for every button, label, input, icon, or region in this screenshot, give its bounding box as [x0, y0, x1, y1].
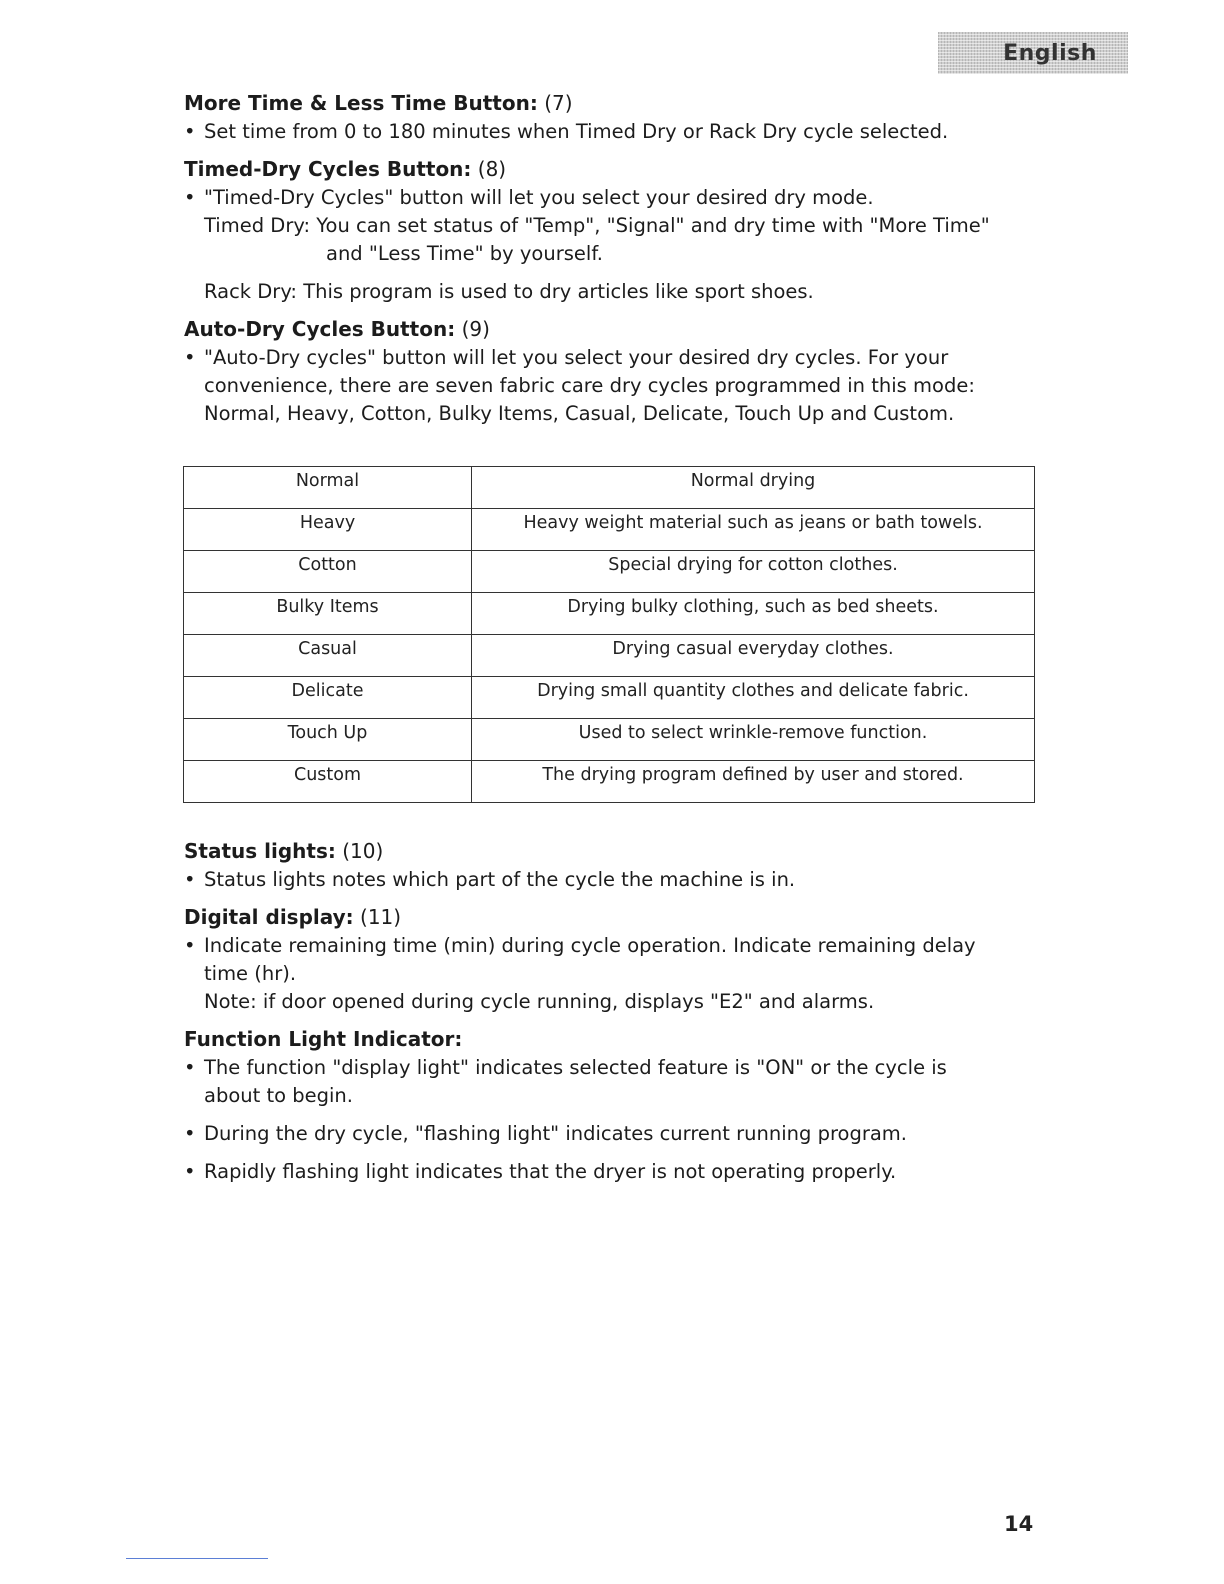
bullet-icon: •	[184, 1122, 196, 1145]
section-heading	[184, 1024, 1044, 1054]
heading-title: Digital display:	[184, 905, 354, 929]
cycles-table	[183, 466, 1035, 803]
heading-title: Status lights:	[184, 839, 336, 863]
manual-content	[184, 88, 1044, 428]
bullet-text: "Auto-Dry cycles" button will let you select your desired dry cycles. For your	[204, 346, 949, 369]
cycle-description: Drying small quantity clothes and delicate fabric.	[472, 677, 1035, 719]
bullet-text-cont: about to begin.	[204, 1084, 353, 1107]
table-row	[184, 677, 1035, 719]
table-row	[184, 467, 1035, 509]
heading-number: (10)	[342, 839, 384, 863]
heading-number: (11)	[360, 905, 402, 929]
section-heading	[184, 88, 1044, 118]
bullet-icon: •	[184, 186, 196, 209]
display-note: Note: if door opened during cycle running, displays "E2" and alarms.	[204, 990, 875, 1013]
bullet-item	[184, 866, 1044, 894]
bullet-item	[184, 1158, 1044, 1186]
section-digital-display	[184, 902, 1044, 1016]
language-label: English	[1003, 40, 1097, 66]
table-row	[184, 719, 1035, 761]
language-tab	[938, 32, 1128, 74]
bullet-item	[184, 1054, 1044, 1082]
bullet-icon: •	[184, 868, 196, 891]
bullet-item	[184, 932, 1044, 960]
bullet-icon: •	[184, 1160, 196, 1183]
heading-title: Auto-Dry Cycles Button:	[184, 317, 456, 341]
timed-dry-description-cont: and "Less Time" by yourself.	[326, 242, 603, 265]
bullet-item	[184, 184, 1044, 212]
cycle-name: Casual	[184, 635, 472, 677]
heading-title: More Time & Less Time Button:	[184, 91, 538, 115]
bullet-icon: •	[184, 120, 196, 143]
footer-rule	[126, 1558, 268, 1559]
bullet-icon: •	[184, 346, 196, 369]
cycle-name: Touch Up	[184, 719, 472, 761]
table-row	[184, 509, 1035, 551]
section-timed-dry	[184, 154, 1044, 306]
cycle-description: Heavy weight material such as jeans or bath towels.	[472, 509, 1035, 551]
section-heading	[184, 154, 1044, 184]
cycle-name: Custom	[184, 761, 472, 803]
manual-content-lower	[184, 836, 1044, 1186]
heading-number: (9)	[461, 317, 490, 341]
heading-number: (8)	[477, 157, 507, 181]
section-more-less-time	[184, 88, 1044, 146]
bullet-text: Indicate remaining time (min) during cycle operation. Indicate remaining delay	[204, 934, 976, 957]
table-row	[184, 551, 1035, 593]
bullet-text: During the dry cycle, "flashing light" indicates current running program.	[204, 1122, 907, 1145]
heading-title: Timed-Dry Cycles Button:	[184, 157, 472, 181]
cycle-description: Drying casual everyday clothes.	[472, 635, 1035, 677]
bullet-text: Status lights notes which part of the cycle the machine is in.	[204, 868, 796, 891]
bullet-text-cont: time (hr).	[204, 962, 297, 985]
cycle-name: Bulky Items	[184, 593, 472, 635]
heading-title: Function Light Indicator:	[184, 1027, 463, 1051]
heading-number: (7)	[544, 91, 573, 115]
table-row	[184, 635, 1035, 677]
cycle-description: The drying program defined by user and stored.	[472, 761, 1035, 803]
bullet-text: "Timed-Dry Cycles" button will let you select your desired dry mode.	[204, 186, 874, 209]
bullet-text: Rapidly flashing light indicates that the dryer is not operating properly.	[204, 1160, 897, 1183]
table-row	[184, 593, 1035, 635]
cycle-description: Special drying for cotton clothes.	[472, 551, 1035, 593]
cycle-name: Delicate	[184, 677, 472, 719]
bullet-text: Set time from 0 to 180 minutes when Timed Dry or Rack Dry cycle selected.	[204, 120, 949, 143]
section-auto-dry	[184, 314, 1044, 428]
page-number: 14	[1004, 1512, 1034, 1536]
cycle-name: Heavy	[184, 509, 472, 551]
section-status-lights	[184, 836, 1044, 894]
bullet-icon: •	[184, 934, 196, 957]
bullet-text: The function "display light" indicates selected feature is "ON" or the cycle is	[204, 1056, 947, 1079]
bullet-text-cont: convenience, there are seven fabric care dry cycles programmed in this mode:	[204, 374, 975, 397]
bullet-item	[184, 1120, 1044, 1148]
section-function-light	[184, 1024, 1044, 1186]
bullet-item	[184, 118, 1044, 146]
section-heading	[184, 902, 1044, 932]
rack-dry-description: Rack Dry: This program is used to dry articles like sport shoes.	[204, 280, 814, 303]
cycle-name: Normal	[184, 467, 472, 509]
cycle-name: Cotton	[184, 551, 472, 593]
section-heading	[184, 836, 1044, 866]
cycle-description: Used to select wrinkle-remove function.	[472, 719, 1035, 761]
table-row	[184, 761, 1035, 803]
cycle-description: Normal drying	[472, 467, 1035, 509]
timed-dry-description: Timed Dry: You can set status of "Temp", "Signal" and dry time with "More Time"	[204, 214, 990, 237]
bullet-item	[184, 344, 1044, 372]
bullet-text-cont: Normal, Heavy, Cotton, Bulky Items, Casual, Delicate, Touch Up and Custom.	[204, 402, 955, 425]
cycle-description: Drying bulky clothing, such as bed sheets.	[472, 593, 1035, 635]
section-heading	[184, 314, 1044, 344]
bullet-icon: •	[184, 1056, 196, 1079]
